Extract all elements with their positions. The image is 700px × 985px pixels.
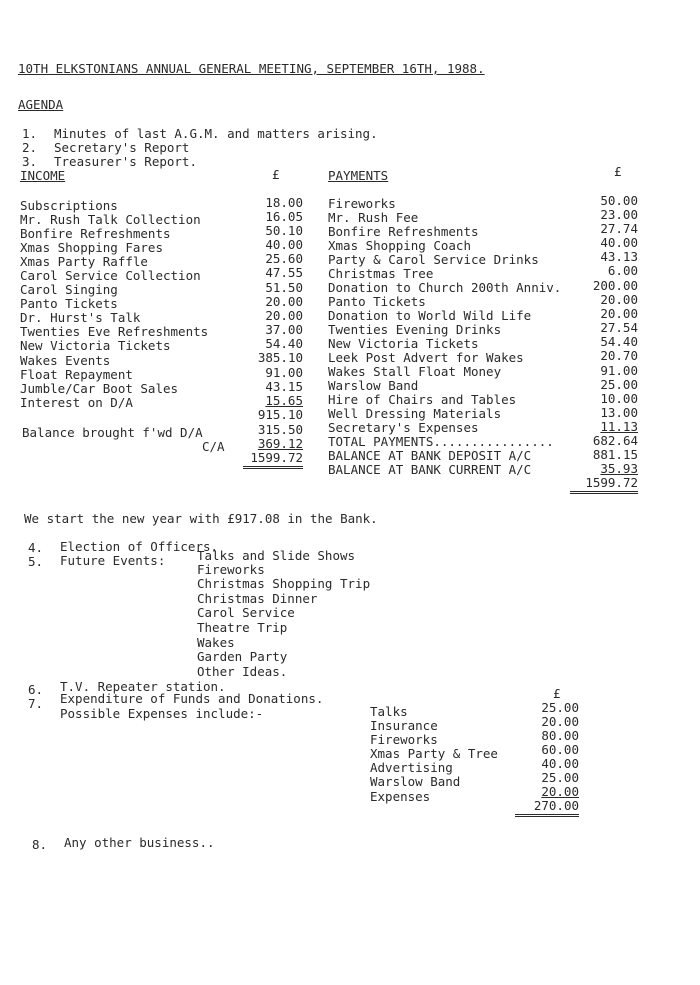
income-label: Subscriptions <box>20 198 118 213</box>
payment-amount: 11.13 <box>600 419 638 434</box>
income-label: Interest on D/A <box>20 395 133 410</box>
income-amount: 91.00 <box>265 365 303 380</box>
income-amount: 37.00 <box>265 322 303 337</box>
payment-amount: 43.13 <box>600 249 638 264</box>
payment-label: Christmas Tree <box>328 266 434 281</box>
payment-label: New Victoria Tickets <box>328 336 479 351</box>
payment-amount: 200.00 <box>592 278 638 293</box>
income-subtotal: 915.10 <box>257 407 303 422</box>
agenda-item-5-text: Future Events: <box>60 553 166 568</box>
future-event-item: Garden Party <box>197 649 288 664</box>
income-amount: 20.00 <box>265 294 303 309</box>
payment-amount: 20.00 <box>600 306 638 321</box>
agenda-item-8-number: 8. <box>32 837 48 852</box>
income-label: Float Repayment <box>20 367 133 382</box>
income-amount: 50.10 <box>265 223 303 238</box>
future-event-item: Christmas Dinner <box>197 591 318 606</box>
payment-label: Panto Tickets <box>328 294 426 309</box>
payment-label: Donation to World Wild Life <box>328 308 532 323</box>
expense-label: Expenses <box>370 789 431 804</box>
bank-current-amount: 35.93 <box>600 461 638 476</box>
income-label: Jumble/Car Boot Sales <box>20 381 179 396</box>
income-amount: 25.60 <box>265 251 303 266</box>
payment-amount: 10.00 <box>600 391 638 406</box>
payment-label: Twenties Evening Drinks <box>328 322 502 337</box>
income-amount: 18.00 <box>265 195 303 210</box>
income-amount: 20.00 <box>265 308 303 323</box>
payment-amount: 13.00 <box>600 405 638 420</box>
payment-label: Warslow Band <box>328 378 419 393</box>
expense-amount: 40.00 <box>541 756 579 771</box>
income-total: 1599.72 <box>243 451 303 469</box>
income-amount: 15.65 <box>265 393 303 408</box>
agenda-item-3-text: Treasurer's Report. <box>54 154 197 169</box>
expense-amount: 60.00 <box>541 742 579 757</box>
bank-deposit-label: BALANCE AT BANK DEPOSIT A/C <box>328 448 532 463</box>
expense-amount: 25.00 <box>541 700 579 715</box>
agenda-item-4-text: Election of Officers. <box>60 539 219 554</box>
income-amount: 54.40 <box>265 336 303 351</box>
payment-amount: 27.54 <box>600 320 638 335</box>
payment-label: Secretary's Expenses <box>328 420 479 435</box>
payment-label: Bonfire Refreshments <box>328 224 479 239</box>
expense-label: Fireworks <box>370 732 438 747</box>
future-event-item: Wakes <box>197 635 235 650</box>
expense-amount: 25.00 <box>541 770 579 785</box>
payment-label: Well Dressing Materials <box>328 406 502 421</box>
agenda-item-3-number: 3. <box>22 154 38 169</box>
agenda-item-2-text: Secretary's Report <box>54 140 190 155</box>
income-label: Carol Singing <box>20 282 118 297</box>
future-event-item: Other Ideas. <box>197 664 288 679</box>
balance-brought-forward-label: Balance brought f'wd D/A <box>22 425 203 440</box>
payments-heading: PAYMENTS <box>328 168 389 183</box>
expense-amount: 20.00 <box>541 784 579 799</box>
income-label: Mr. Rush Talk Collection <box>20 212 201 227</box>
future-event-item: Theatre Trip <box>197 620 288 635</box>
income-label: Panto Tickets <box>20 296 118 311</box>
agenda-item-7-text: Expenditure of Funds and Donations. <box>60 691 324 706</box>
possible-expenses-label: Possible Expenses include:- <box>60 706 264 721</box>
expense-label: Advertising <box>370 760 453 775</box>
payment-label: Donation to Church 200th Anniv. <box>328 280 562 295</box>
agenda-item-7-number: 7. <box>28 696 44 711</box>
agenda-item-5-number: 5. <box>28 554 44 569</box>
bank-deposit-amount: 881.15 <box>592 447 638 462</box>
income-label: Wakes Events <box>20 353 111 368</box>
income-currency-symbol: £ <box>272 167 280 182</box>
total-payments-amount: 682.64 <box>592 433 638 448</box>
agenda-item-4-number: 4. <box>28 540 44 555</box>
payment-amount: 40.00 <box>600 235 638 250</box>
expense-label: Xmas Party & Tree <box>370 746 498 761</box>
agenda-item-8-text: Any other business.. <box>64 835 215 850</box>
expense-label: Warslow Band <box>370 774 461 789</box>
income-amount: 51.50 <box>265 280 303 295</box>
expenses-currency-symbol: £ <box>553 686 561 701</box>
payment-label: Wakes Stall Float Money <box>328 364 502 379</box>
income-label: Bonfire Refreshments <box>20 226 171 241</box>
agenda-item-6-text: T.V. Repeater station. <box>60 679 226 694</box>
income-amount: 43.15 <box>265 379 303 394</box>
payments-total: 1599.72 <box>570 476 638 494</box>
expense-label: Insurance <box>370 718 438 733</box>
payment-amount: 23.00 <box>600 207 638 222</box>
agenda-item-2-number: 2. <box>22 140 38 155</box>
income-amount: 385.10 <box>257 350 303 365</box>
income-amount: 16.05 <box>265 209 303 224</box>
future-event-item: Fireworks <box>197 562 265 577</box>
balance-current-label: C/A <box>202 439 225 454</box>
balance-deposit-amount: 315.50 <box>257 422 303 437</box>
bank-current-label: BALANCE AT BANK CURRENT A/C <box>328 462 532 477</box>
payment-label: Xmas Shopping Coach <box>328 238 471 253</box>
bank-statement: We start the new year with £917.08 in the Bank. <box>24 511 378 526</box>
income-label: Dr. Hurst's Talk <box>20 310 141 325</box>
payment-amount: 54.40 <box>600 334 638 349</box>
expenses-total: 270.00 <box>515 799 579 817</box>
balance-current-amount: 369.12 <box>257 436 303 451</box>
payment-amount: 50.00 <box>600 193 638 208</box>
income-label: Twenties Eve Refreshments <box>20 324 209 339</box>
payment-label: Hire of Chairs and Tables <box>328 392 517 407</box>
income-amount: 40.00 <box>265 237 303 252</box>
payments-currency-symbol: £ <box>614 164 622 179</box>
agenda-item-1-text: Minutes of last A.G.M. and matters arising. <box>54 126 378 141</box>
income-label: Xmas Shopping Fares <box>20 240 163 255</box>
payment-label: Party & Carol Service Drinks <box>328 252 539 267</box>
payment-amount: 20.00 <box>600 292 638 307</box>
expense-amount: 20.00 <box>541 714 579 729</box>
future-event-item: Talks and Slide Shows <box>197 548 356 563</box>
future-event-item: Christmas Shopping Trip <box>197 576 371 591</box>
meeting-title: 10TH ELKSTONIANS ANNUAL GENERAL MEETING, SEPTEMBER 16TH, 1988. <box>18 61 485 76</box>
payment-label: Fireworks <box>328 196 396 211</box>
payment-label: Leek Post Advert for Wakes <box>328 350 524 365</box>
agenda-heading: AGENDA <box>18 97 64 112</box>
expense-amount: 80.00 <box>541 728 579 743</box>
agenda-item-1-number: 1. <box>22 126 38 141</box>
payment-label: Mr. Rush Fee <box>328 210 419 225</box>
future-event-item: Carol Service <box>197 605 295 620</box>
total-payments-label: TOTAL PAYMENTS................ <box>328 434 554 449</box>
payment-amount: 6.00 <box>607 263 638 278</box>
income-heading: INCOME <box>20 168 66 183</box>
payment-amount: 20.70 <box>600 348 638 363</box>
payment-amount: 25.00 <box>600 377 638 392</box>
payment-amount: 27.74 <box>600 221 638 236</box>
income-label: New Victoria Tickets <box>20 338 171 353</box>
agenda-item-6-number: 6. <box>28 682 44 697</box>
income-label: Xmas Party Raffle <box>20 254 148 269</box>
expense-label: Talks <box>370 704 408 719</box>
income-label: Carol Service Collection <box>20 268 201 283</box>
income-amount: 47.55 <box>265 265 303 280</box>
payment-amount: 91.00 <box>600 363 638 378</box>
